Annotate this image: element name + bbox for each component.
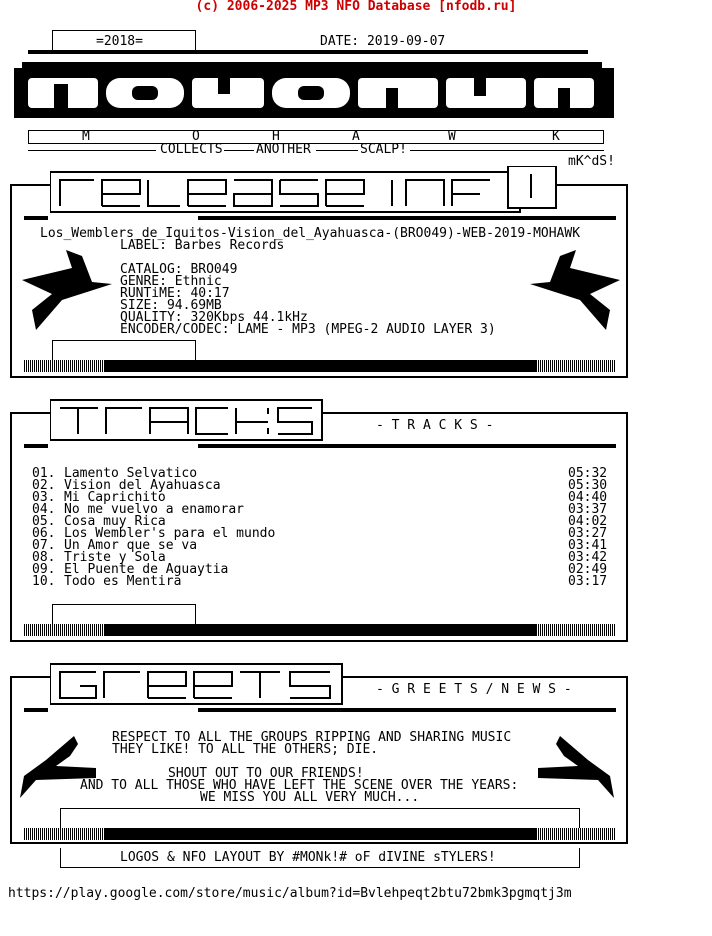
track-title: Vision del Ayahuasca (64, 478, 221, 493)
track-duration: 03:37 (568, 502, 608, 517)
logo-letter-k: K (552, 129, 560, 144)
tagline-rule-4 (410, 150, 604, 151)
source-url[interactable]: https://play.google.com/store/music/album?id=Bvlehpeqt2btu72bmk3pgmqtj3m (8, 886, 572, 901)
tagline-scalp: SCALP! (360, 142, 407, 157)
tracks-title-rule-right (198, 444, 616, 448)
tracks-shade-bar-left (24, 624, 104, 636)
logo-letter-m: M (82, 129, 90, 144)
track-title: El Puente de Aguaytia (64, 562, 229, 577)
track-number: 10. (32, 574, 56, 589)
release-shade-bar-left (24, 360, 104, 372)
logo-letter-strip (28, 130, 604, 144)
greets-right-ornament (528, 736, 618, 806)
track-number: 03. (32, 490, 56, 505)
date-label: DATE: 2019-09-07 (320, 34, 446, 49)
track-title: Los Wembler's para el mundo (64, 526, 276, 541)
track-number: 02. (32, 478, 56, 493)
release-solid-bar (104, 360, 536, 372)
track-duration: 05:32 (568, 466, 608, 481)
tagline-rule-1 (28, 150, 156, 151)
release-runtime: RUNTiME: 40:17 (120, 286, 230, 301)
greets-left-ornament (16, 736, 106, 806)
release-genre: GENRE: Ethnic (120, 274, 222, 289)
greets-shade-bar-left (24, 828, 104, 840)
left-arrow-ornament (22, 250, 112, 340)
track-duration: 04:40 (568, 490, 608, 505)
greets-bottom-tab (60, 808, 580, 828)
tracks-solid-bar (104, 624, 536, 636)
tagline-collects: COLLECTS (160, 142, 223, 157)
track-number: 01. (32, 466, 56, 481)
track-title: Cosa muy Rica (64, 514, 166, 529)
release-catalog: CATALOG: BRO049 (120, 262, 238, 277)
release-encoder: ENCODER/CODEC: LAME - MP3 (MPEG-2 AUDIO LAYER 3) (120, 322, 496, 337)
track-duration: 02:49 (568, 562, 608, 577)
track-duration: 03:41 (568, 538, 608, 553)
greets-line-1: RESPECT TO ALL THE GROUPS RIPPING AND SHARING MUSIC (112, 730, 512, 745)
tracks-shade-bar-right (536, 624, 616, 636)
logo-letter-h: H (272, 129, 280, 144)
greets-solid-bar (104, 828, 536, 840)
track-duration: 03:42 (568, 550, 608, 565)
track-title: Lamento Selvatico (64, 466, 198, 481)
track-title: Triste y Sola (64, 550, 166, 565)
mohawk-logo (14, 54, 614, 124)
greets-line-2: THEY LIKE! TO ALL THE OTHERS; DIE. (112, 742, 379, 757)
greets-title-logo (50, 658, 350, 706)
tagline-another: ANOTHER (256, 142, 311, 157)
tracks-title-rule-left (24, 444, 48, 448)
greets-label: - G R E E T S / N E W S - (376, 682, 572, 697)
track-duration: 04:02 (568, 514, 608, 529)
signature: mK^dS! (568, 154, 615, 169)
release-size: SIZE: 94.69MB (120, 298, 222, 313)
track-title: Un Amor que se va (64, 538, 198, 553)
track-number: 04. (32, 502, 56, 517)
release-title-rule-left (24, 216, 48, 220)
track-title: Mi Caprichito (64, 490, 166, 505)
right-arrow-ornament (530, 250, 620, 340)
logo-letter-a: A (352, 129, 360, 144)
track-number: 06. (32, 526, 56, 541)
credits-text: LOGOS & NFO LAYOUT BY #MONk!# oF dIVINE sTYLERS! (120, 850, 496, 865)
greets-title-rule-left (24, 708, 48, 712)
track-duration: 05:30 (568, 478, 608, 493)
greets-title-rule-right (198, 708, 616, 712)
track-title: No me vuelvo a enamorar (64, 502, 245, 517)
track-number: 09. (32, 562, 56, 577)
release-info-title-logo (50, 166, 570, 214)
greets-line-5: WE MISS YOU ALL VERY MUCH... (200, 790, 420, 805)
tracks-bottom-tab (52, 604, 196, 624)
track-number: 08. (32, 550, 56, 565)
release-bottom-tab (52, 340, 196, 360)
release-title-rule-right (198, 216, 616, 220)
tracks-title-logo (50, 394, 340, 442)
database-header: (c) 2006-2025 MP3 NFO Database [nfodb.ru] (195, 0, 517, 14)
logo-letter-w: W (448, 129, 456, 144)
release-name: Los_Wemblers_de_Iquitos-Vision_del_Ayahuasca-(BRO049)-WEB-2019-MOHAWK (40, 226, 581, 241)
track-duration: 03:17 (568, 574, 608, 589)
greets-line-3: SHOUT OUT TO OUR FRIENDS! (168, 766, 364, 781)
year-label: =2018= (96, 34, 143, 49)
tracks-label: - T R A C K S - (376, 418, 494, 433)
tagline-rule-3 (316, 150, 358, 151)
greets-shade-bar-right (536, 828, 616, 840)
release-quality: QUALITY: 320Kbps 44.1kHz (120, 310, 308, 325)
release-shade-bar-right (536, 360, 616, 372)
tagline-rule-2 (224, 150, 254, 151)
logo-letter-o: O (192, 129, 200, 144)
greets-line-4: AND TO ALL THOSE WHO HAVE LEFT THE SCENE OVER THE YEARS: (80, 778, 519, 793)
track-number: 05. (32, 514, 56, 529)
track-title: Todo es Mentira (64, 574, 182, 589)
track-number: 07. (32, 538, 56, 553)
track-duration: 03:27 (568, 526, 608, 541)
release-label: LABEL: Barbes Records (120, 238, 285, 253)
